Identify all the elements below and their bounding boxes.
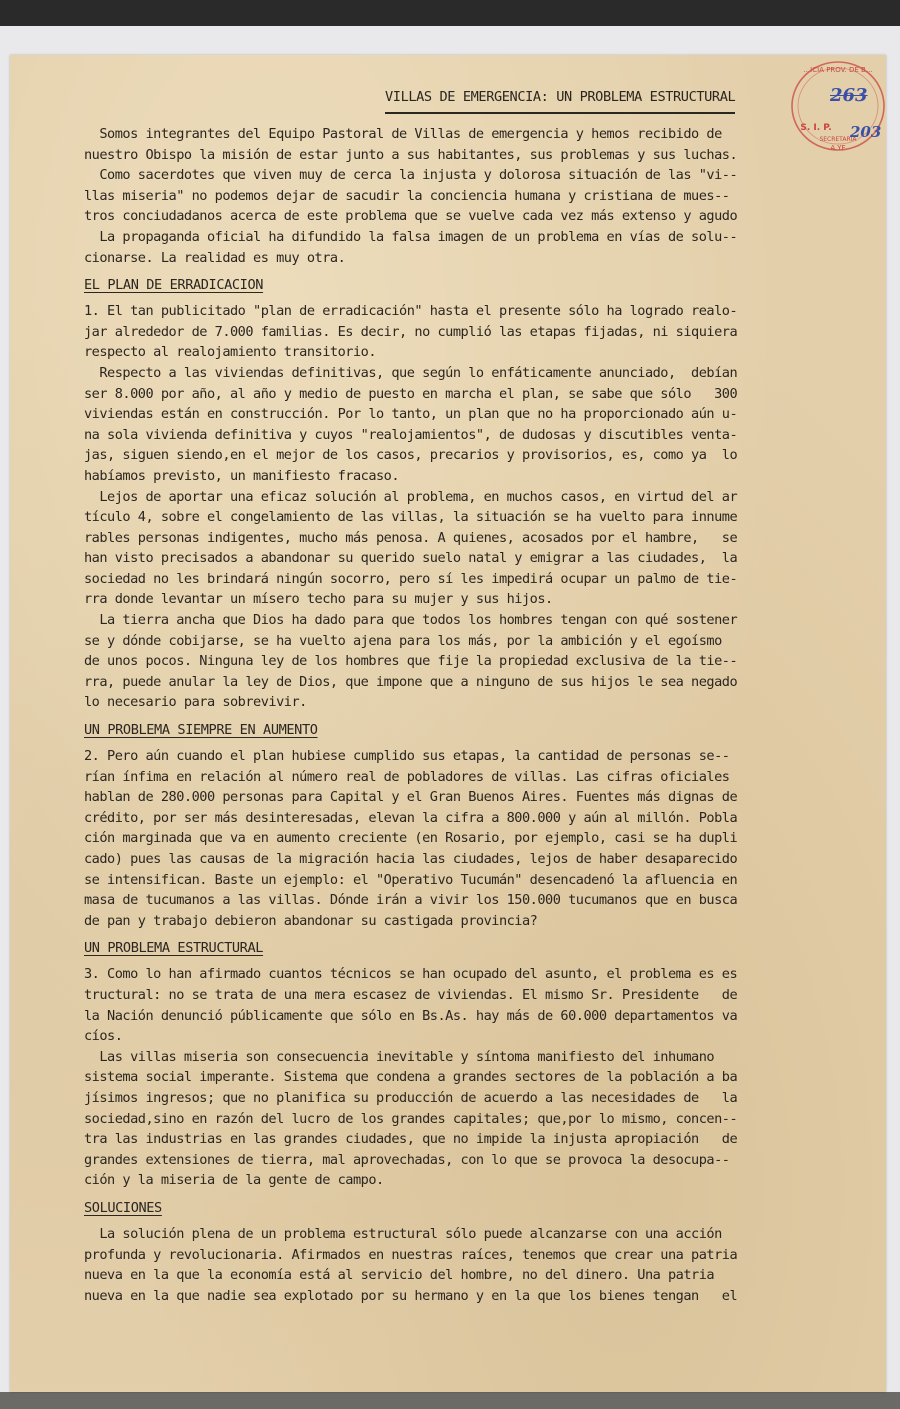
text-line: jar alrededor de 7.000 familias. Es decir, no cumplió las etapas fijadas, ni siquiera — [84, 323, 738, 340]
stamp-text-top: ...ICIA PROV. DE B... — [803, 66, 873, 74]
text-line: llas miseria" no podemos dejar de sacudir la conciencia humana y cristiana de mues-- — [84, 187, 730, 204]
handwritten-number-struck: 263 — [830, 85, 868, 106]
section-body-estructural — [84, 964, 854, 1191]
text-line: se intensifican. Baste un ejemplo: el "Operativo Tucumán" desencadenó la afluencia en — [84, 871, 738, 888]
text-line: La solución plena de un problema estructural sólo puede alcanzarse con una acción — [84, 1225, 722, 1242]
intro-paragraphs — [84, 124, 854, 268]
text-line: lo necesario para sobrevivir. — [84, 694, 307, 711]
text-line: Lejos de aportar una eficaz solución al problema, en muchos casos, en virtud del ar — [84, 488, 738, 505]
text-line: sociedad,sino en razón del lucro de los grandes capitales; que,por lo mismo, concen-- — [84, 1110, 738, 1127]
text-line: de pan y trabajo debieron abandonar su castigada provincia? — [84, 912, 538, 929]
text-line: han visto precisados a abandonar su querido suelo natal y emigrar a las ciudades, la — [84, 550, 738, 567]
text-line: jísimos ingresos; que no planifica su producción de acuerdo a las necesidades de la — [84, 1089, 738, 1106]
text-line: Las villas miseria son consecuencia inevitable y síntoma manifiesto del inhumano — [84, 1048, 715, 1065]
text-line: cionarse. La realidad es muy otra. — [84, 249, 346, 266]
section-body-aumento — [84, 746, 854, 931]
text-line: 1. El tan publicitado "plan de erradicación" hasta el presente sólo ha logrado realo- — [84, 303, 738, 320]
text-line: rra, puede anular la ley de Dios, que impone que a ninguno de sus hijos le sea negado — [84, 673, 738, 690]
text-line: Respecto a las viviendas definitivas, que según lo enfáticamente anunciado, debían — [84, 364, 738, 381]
document-title: VILLAS DE EMERGENCIA: UN PROBLEMA ESTRUCTURAL — [385, 87, 735, 114]
section-heading-estructural: UN PROBLEMA ESTRUCTURAL — [84, 940, 264, 957]
text-line: crédito, por ser más desinteresadas, elevan la cifra a 800.000 y aún al millón. Pobla — [84, 809, 738, 826]
section-body-erradicacion — [84, 301, 854, 713]
section-heading-aumento: UN PROBLEMA SIEMPRE EN AUMENTO — [84, 722, 318, 739]
section-heading-soluciones: SOLUCIONES — [84, 1199, 162, 1216]
document-body — [84, 86, 854, 1306]
text-line: respecto al realojamiento transitorio. — [84, 344, 376, 361]
title-row — [385, 86, 854, 116]
text-line: 2. Pero aún cuando el plan hubiese cumplido sus etapas, la cantidad de personas se-- — [84, 748, 730, 765]
text-line: ción marginada que va en aumento creciente (en Rosario, por ejemplo, casi se ha dupli — [84, 830, 738, 847]
text-line: ser 8.000 por año, al año y medio de puesto en marcha el plan, se sabe que sólo 300 — [84, 385, 738, 402]
text-line: profunda y revolucionaria. Afirmados en nuestras raíces, tenemos que crear una patria — [84, 1246, 738, 1263]
text-line: ción y la miseria de la gente de campo. — [84, 1172, 384, 1189]
text-line: La tierra ancha que Dios ha dado para que todos los hombres tengan con qué sostener — [84, 612, 738, 629]
text-line: rían ínfima en relación al número real de pobladores de villas. Las cifras oficiales — [84, 768, 730, 785]
text-line: la Nación denunció públicamente que sólo en Bs.As. hay más de 60.000 departamentos va — [84, 1007, 738, 1024]
stamp-text-lower: SECRETARIA — [819, 136, 857, 143]
text-line: nuestro Obispo la misión de estar junto a sus habitantes, sus problemas y sus luchas. — [84, 146, 738, 163]
section-body-soluciones — [84, 1224, 854, 1306]
text-line: viviendas están en construcción. Por lo tanto, un plan que no ha proporcionado aún u- — [84, 406, 738, 423]
text-line: La propaganda oficial ha difundido la falsa imagen de un problema en vías de solu-- — [84, 228, 738, 245]
text-line: sociedad no les brindará ningún socorro, pero sí les impedirá ocupar un palmo de tie- — [84, 570, 738, 587]
text-line: tros conciudadanos acerca de este problema que se vuelve cada vez más extenso y agudo — [84, 208, 738, 225]
text-line: cíos. — [84, 1028, 123, 1045]
text-line: tículo 4, sobre el congelamiento de las villas, la situación se ha vuelto para innume — [84, 509, 738, 526]
text-line: nueva en la que nadie sea explotado por su hermano y en la que los bienes tengan el — [84, 1287, 738, 1304]
text-line: sistema social imperante. Sistema que condena a grandes sectores de la población a ba — [84, 1069, 738, 1086]
scanner-bed-edge — [0, 1392, 900, 1409]
text-line: tructural: no se trata de una mera escasez de viviendas. El mismo Sr. Presidente de — [84, 986, 738, 1003]
text-line: cado) pues las causas de la migración hacia las ciudades, lejos de haber desaparecido — [84, 851, 738, 867]
text-line: rables personas indigentes, mucho más penosa. A quienes, acosados por el hambre, se — [84, 529, 738, 546]
text-line: jas, siguen siendo,en el mejor de los casos, precarios y provisorios, es, como ya lo — [84, 447, 738, 464]
text-line: nueva en la que la economía está al servicio del hombre, no del dinero. Una patria — [84, 1267, 715, 1284]
text-line: masa de tucumanos a las villas. Dónde irán a vivir los 150.000 tucumanos que en busca — [84, 892, 738, 909]
text-line: se y dónde cobijarse, se ha vuelto ajena para los más, por la ambición y el egoísmo — [84, 632, 722, 649]
text-line: Como sacerdotes que viven muy de cerca la injusta y dolorosa situación de las "vi-- — [84, 167, 738, 184]
text-line: hablan de 280.000 personas para Capital y el Gran Buenos Aires. Fuentes más dignas de — [84, 789, 738, 806]
stamp-text-bottom: A.YF — [830, 144, 846, 152]
handwritten-number: 203 — [850, 123, 882, 141]
text-line: tra las industrias en las grandes ciudades, que no impide la injusta apropiación de — [84, 1131, 738, 1148]
text-line: rra donde levantar un mísero techo para su mujer y sus hijos. — [84, 591, 553, 608]
text-line: habíamos previsto, un manifiesto fracaso. — [84, 467, 400, 484]
section-heading-erradicacion: EL PLAN DE ERRADICACION — [84, 277, 264, 294]
stamp-text-middle: S. I. P. — [800, 123, 832, 133]
text-line: grandes extensiones de tierra, mal aprovechadas, con lo que se provoca la desocupa-- — [84, 1151, 730, 1168]
text-line: na sola vivienda definitiva y cuyos "realojamientos", de dudosas y discutibles venta- — [84, 426, 738, 443]
text-line: Somos integrantes del Equipo Pastoral de Villas de emergencia y hemos recibido de — [84, 126, 722, 142]
text-line: de unos pocos. Ninguna ley de los hombres que fije la propiedad exclusiva de la tie-- — [84, 653, 738, 670]
text-line: 3. Como lo han afirmado cuantos técnicos se han ocupado del asunto, el problema es es — [84, 966, 738, 983]
